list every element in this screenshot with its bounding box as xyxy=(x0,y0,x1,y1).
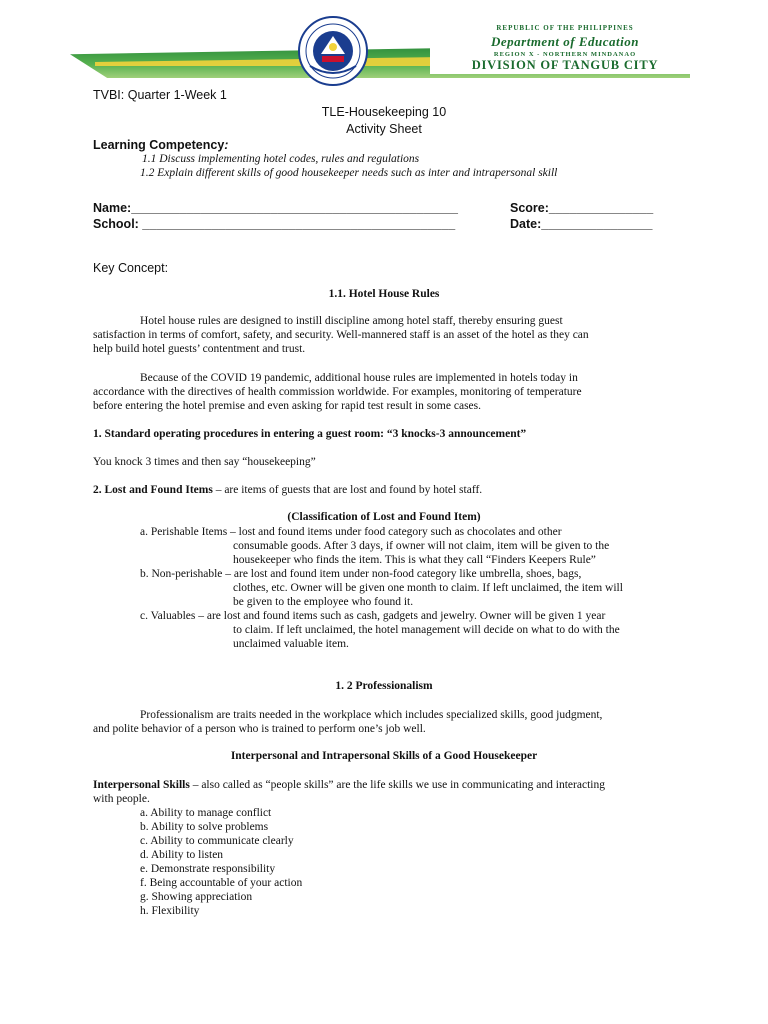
list-item: d. Ability to listen xyxy=(140,849,224,861)
competency-heading xyxy=(93,138,228,152)
quarter-label: TVBI: Quarter 1-Week 1 xyxy=(93,88,227,102)
list-item: b. Ability to solve problems xyxy=(140,821,269,833)
sop-text: You knock 3 times and then say “housekeeping” xyxy=(93,456,316,468)
paragraph-line: Professionalism are traits needed in the workplace which includes specialized skills, good judgment, xyxy=(140,709,603,721)
interpersonal-line xyxy=(93,778,605,792)
competency-1: 1.1 Discuss implementing hotel codes, rules and regulations xyxy=(142,153,420,165)
deped-seal-icon xyxy=(298,16,368,86)
date-field[interactable]: Date:________________ xyxy=(510,217,653,231)
class-item-non-perishable: b. Non-perishable – are lost and found item under non-food category like umbrella, shoes, bags, xyxy=(140,568,582,580)
class-item-valuables: c. Valuables – are lost and found items such as cash, gadgets and jewelry. Owner will be given 1 year xyxy=(140,610,606,622)
competency-colon: : xyxy=(224,138,229,152)
paragraph-line: Hotel house rules are designed to instill discipline among hotel staff, thereby ensuring guest xyxy=(140,315,563,327)
letterhead-text xyxy=(430,24,700,74)
competency-2: 1.2 Explain different skills of good housekeeper needs such as inter and intrapersonal skill xyxy=(140,167,558,179)
department-line: Department of Education xyxy=(490,34,639,49)
interpersonal-line-2: with people. xyxy=(93,793,150,805)
list-item: a. Ability to manage conflict xyxy=(140,807,272,819)
competency-label: Learning Competency xyxy=(93,138,225,152)
class-item-line: consumable goods. After 3 days, if owner will not claim, item will be given to the xyxy=(233,540,610,552)
section-hotel-house-rules-title: 1.1. Hotel House Rules xyxy=(328,288,440,300)
section-professionalism-title: 1. 2 Professionalism xyxy=(335,680,433,692)
paragraph-line: Because of the COVID 19 pandemic, additional house rules are implemented in hotels today in xyxy=(140,372,578,384)
list-item: e. Demonstrate responsibility xyxy=(140,863,276,875)
paragraph-line: help build hotel guests’ contentment and trust. xyxy=(93,343,306,355)
class-item-line: clothes, etc. Owner will be given one month to claim. If left unclaimed, the item will xyxy=(233,582,623,594)
score-field[interactable]: Score:_______________ xyxy=(510,201,654,215)
interpersonal-label: Interpersonal Skills xyxy=(93,779,190,791)
list-item: g. Showing appreciation xyxy=(140,891,253,903)
republic-line: REPUBLIC OF THE PHILIPPINES xyxy=(496,24,634,32)
paragraph-line: satisfaction in terms of comfort, safety, and security. Well-mannered staff is an asset of the hotel as they can xyxy=(93,329,589,341)
lost-found-line xyxy=(93,483,482,497)
name-field[interactable]: Name:_______________________________________________ xyxy=(93,201,458,215)
class-item-line: unclaimed valuable item. xyxy=(233,638,349,650)
classification-title: (Classification of Lost and Found Item) xyxy=(287,511,481,523)
key-concept-heading: Key Concept: xyxy=(93,261,169,275)
paragraph-line: and polite behavior of a person who is trained to perform one’s job well. xyxy=(93,723,426,735)
class-item-line: to claim. If left unclaimed, the hotel management will decide on what to do with the xyxy=(233,624,620,636)
lost-found-text: – are items of guests that are lost and found by hotel staff. xyxy=(212,484,483,496)
region-line: REGION X - NORTHERN MINDANAO xyxy=(493,51,637,58)
lost-found-label: 2. Lost and Found Items xyxy=(93,484,213,496)
paragraph-line: before entering the hotel premise and even asking for rapid test result in some cases. xyxy=(93,400,481,412)
subject-title: TLE-Housekeeping 10 xyxy=(321,105,447,119)
list-item: h. Flexibility xyxy=(140,905,200,917)
class-item-line: be given to the employee who found it. xyxy=(233,596,414,608)
interpersonal-text: – also called as “people skills” are the life skills we use in communicating and interacting xyxy=(189,779,605,791)
letterhead xyxy=(0,0,768,92)
sheet-title: Activity Sheet xyxy=(346,122,422,136)
sop-heading: 1. Standard operating procedures in entering a guest room: “3 knocks-3 announcement” xyxy=(93,428,527,440)
list-item: f. Being accountable of your action xyxy=(140,877,303,889)
division-line: DIVISION OF TANGUB CITY xyxy=(471,58,659,72)
paragraph-line: accordance with the directives of health commission worldwide. For examples, monitoring of temperature xyxy=(93,386,582,398)
class-item-perishable: a. Perishable Items – lost and found items under food category such as chocolates and other xyxy=(140,526,562,538)
class-item-line: housekeeper who finds the item. This is what they call “Finders Keepers Rule” xyxy=(233,554,596,566)
school-field[interactable]: School: _____________________________________________ xyxy=(93,217,456,231)
skills-title: Interpersonal and Intrapersonal Skills of a Good Housekeeper xyxy=(230,750,538,762)
list-item: c. Ability to communicate clearly xyxy=(140,835,294,847)
